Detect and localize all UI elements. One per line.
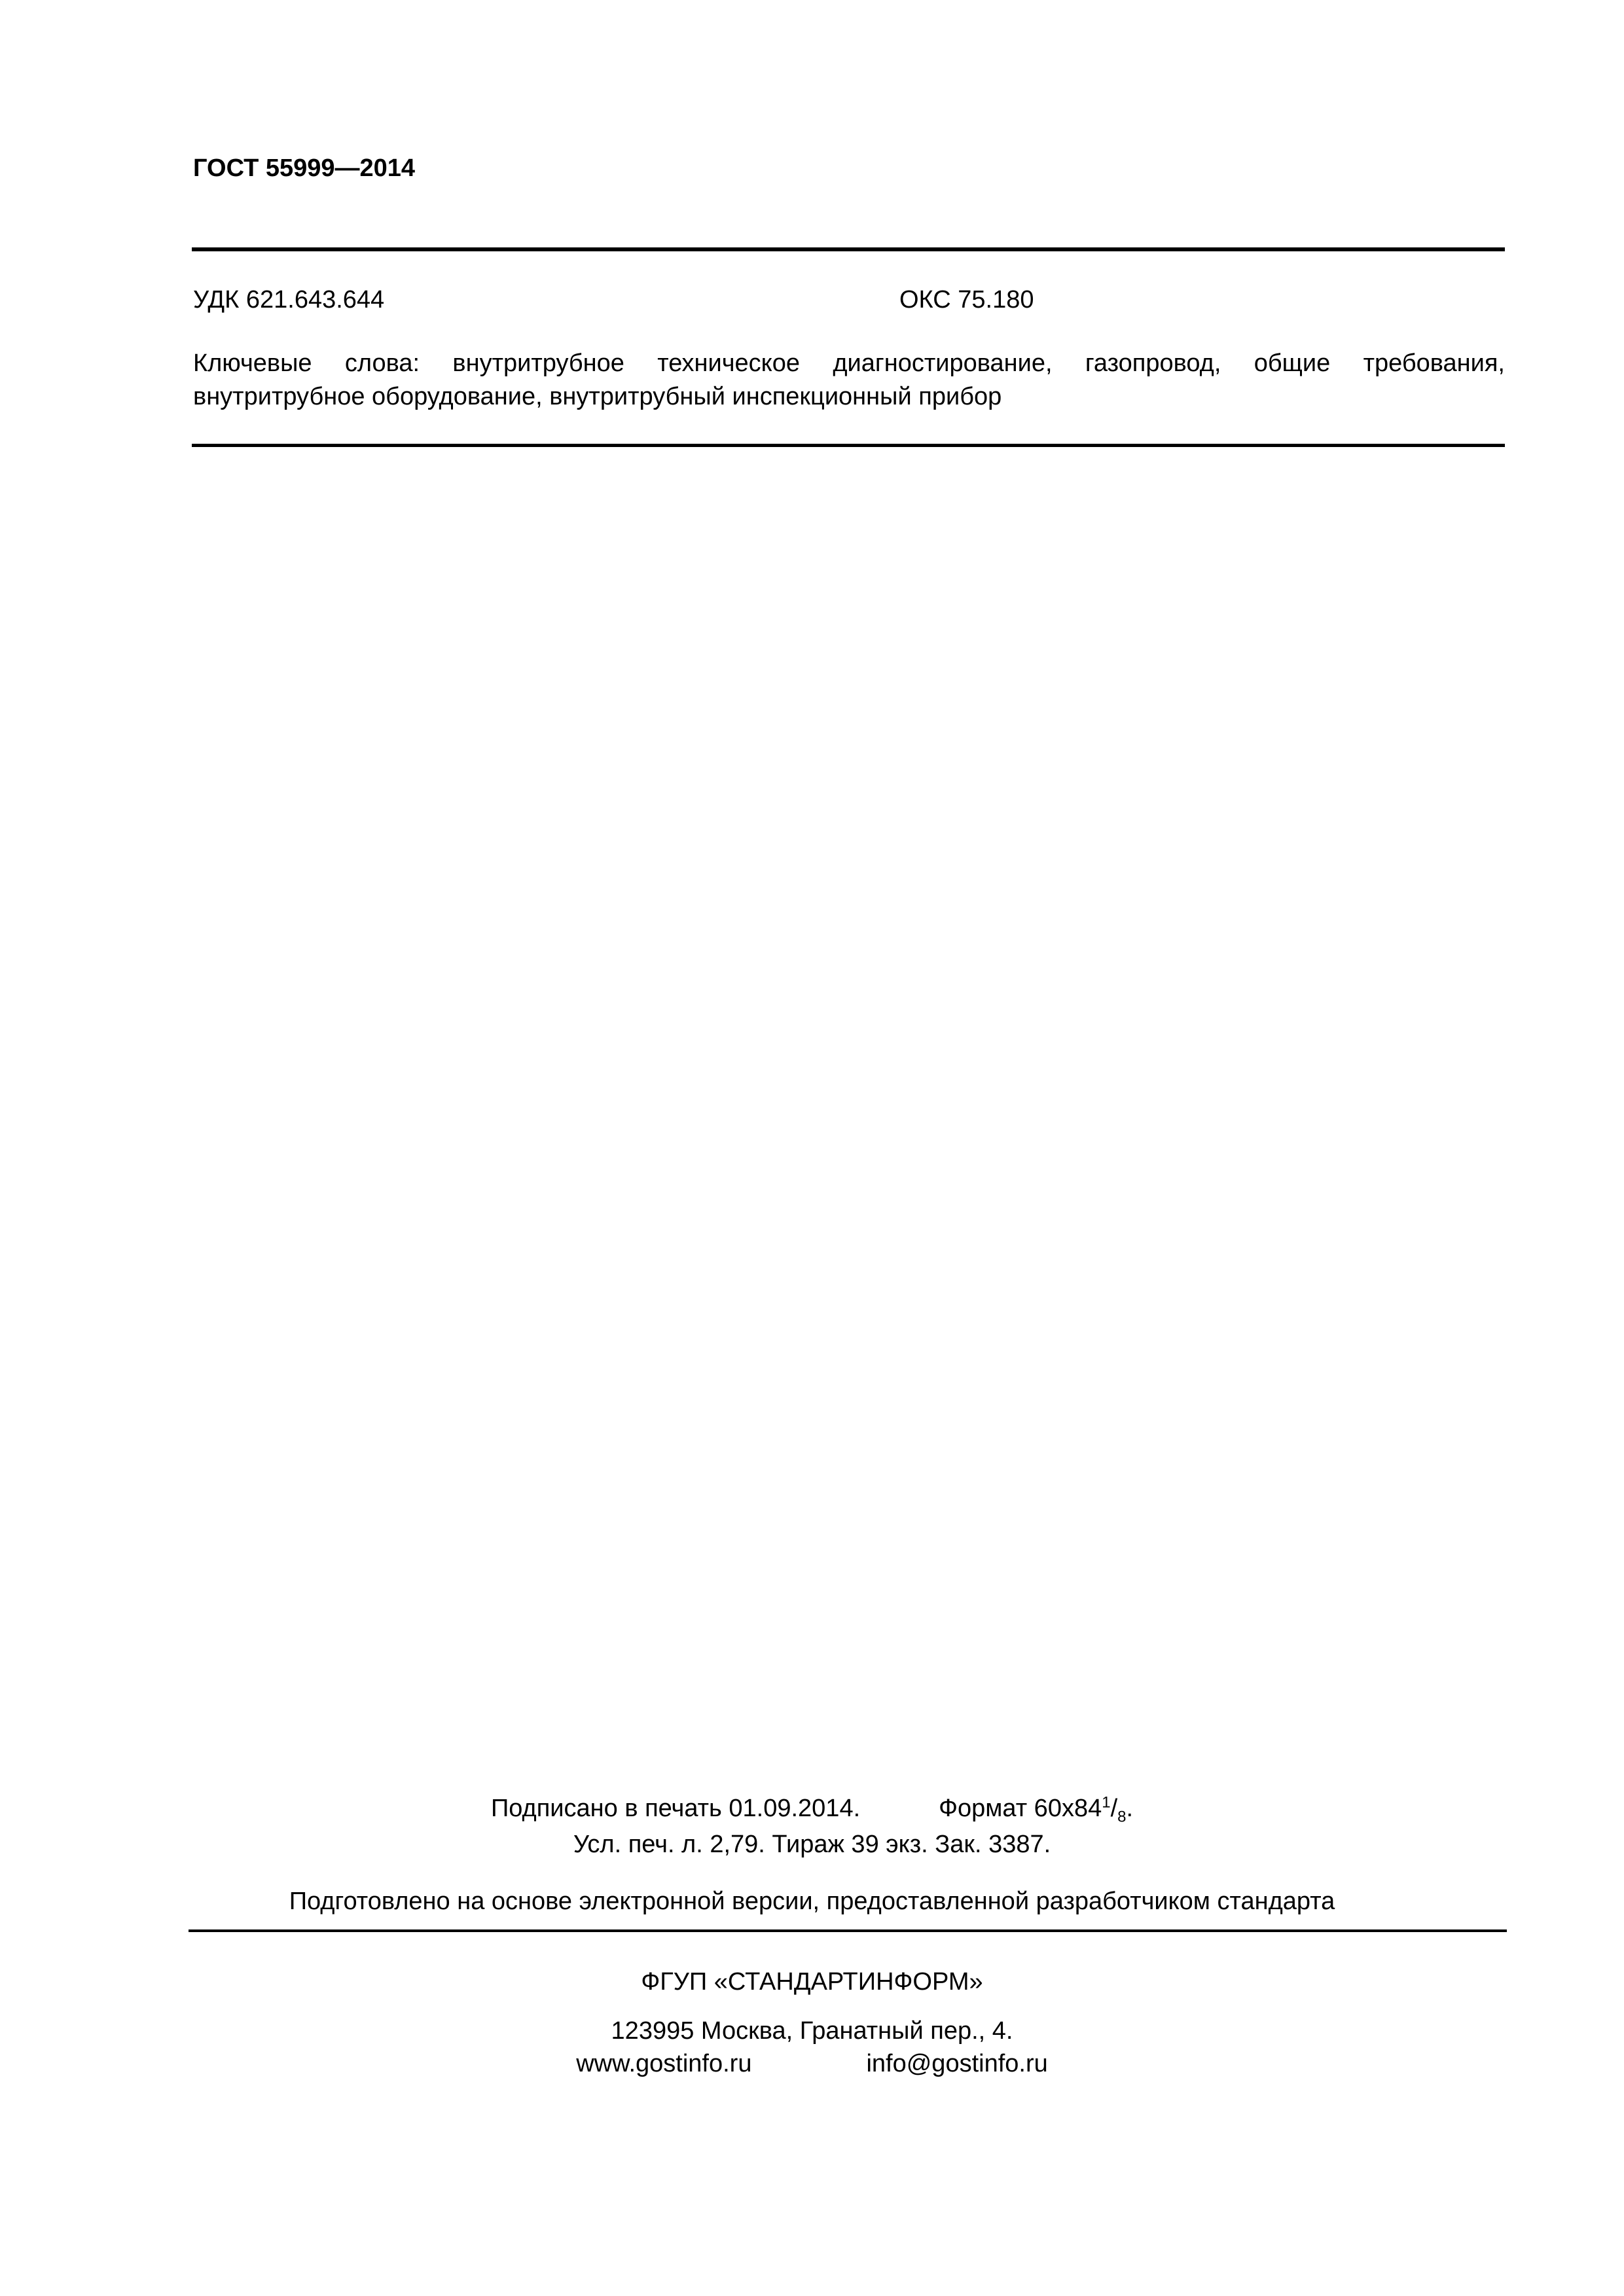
publisher-name: ФГУП «СТАНДАРТИНФОРМ» <box>641 1968 983 1996</box>
publisher-contacts <box>0 2047 1624 2080</box>
format-text <box>939 1793 1134 1826</box>
prepared-note: Подготовлено на основе электронной версии, предоставленной разработчиком стандарта <box>289 1888 1335 1915</box>
oks-code: ОКС 75.180 <box>899 286 1034 314</box>
keywords-line-2: внутритрубное оборудование, внутритрубный инспекционный прибор <box>193 383 1002 410</box>
keywords-block <box>193 347 1505 414</box>
udk-code: УДК 621.643.644 <box>193 286 385 314</box>
format-numerator: 1 <box>1102 1793 1111 1812</box>
email-link[interactable]: info@gostinfo.ru <box>866 2050 1048 2077</box>
publisher-address: 123995 Москва, Гранатный пер., 4. <box>611 2017 1013 2045</box>
top-divider <box>192 247 1505 251</box>
signed-date-text: Подписано в печать 01.09.2014. <box>490 1795 861 1822</box>
footer-divider <box>189 1929 1507 1932</box>
format-end: . <box>1126 1795 1134 1822</box>
document-code: ГОСТ 55999—2014 <box>193 154 416 182</box>
print-signed-line <box>0 1792 1624 1825</box>
format-denominator: 8 <box>1117 1808 1127 1826</box>
print-details: Усл. печ. л. 2,79. Тираж 39 экз. Зак. 3387. <box>573 1831 1051 1858</box>
keywords-line-1: Ключевые слова: внутритрубное техническое диагностирование, газопровод, общие требования, <box>193 350 1505 377</box>
format-prefix: Формат 60x84 <box>939 1795 1102 1822</box>
format-separator: / <box>1110 1795 1118 1822</box>
keywords-divider <box>192 444 1505 447</box>
website-link[interactable]: www.gostinfo.ru <box>576 2050 752 2077</box>
